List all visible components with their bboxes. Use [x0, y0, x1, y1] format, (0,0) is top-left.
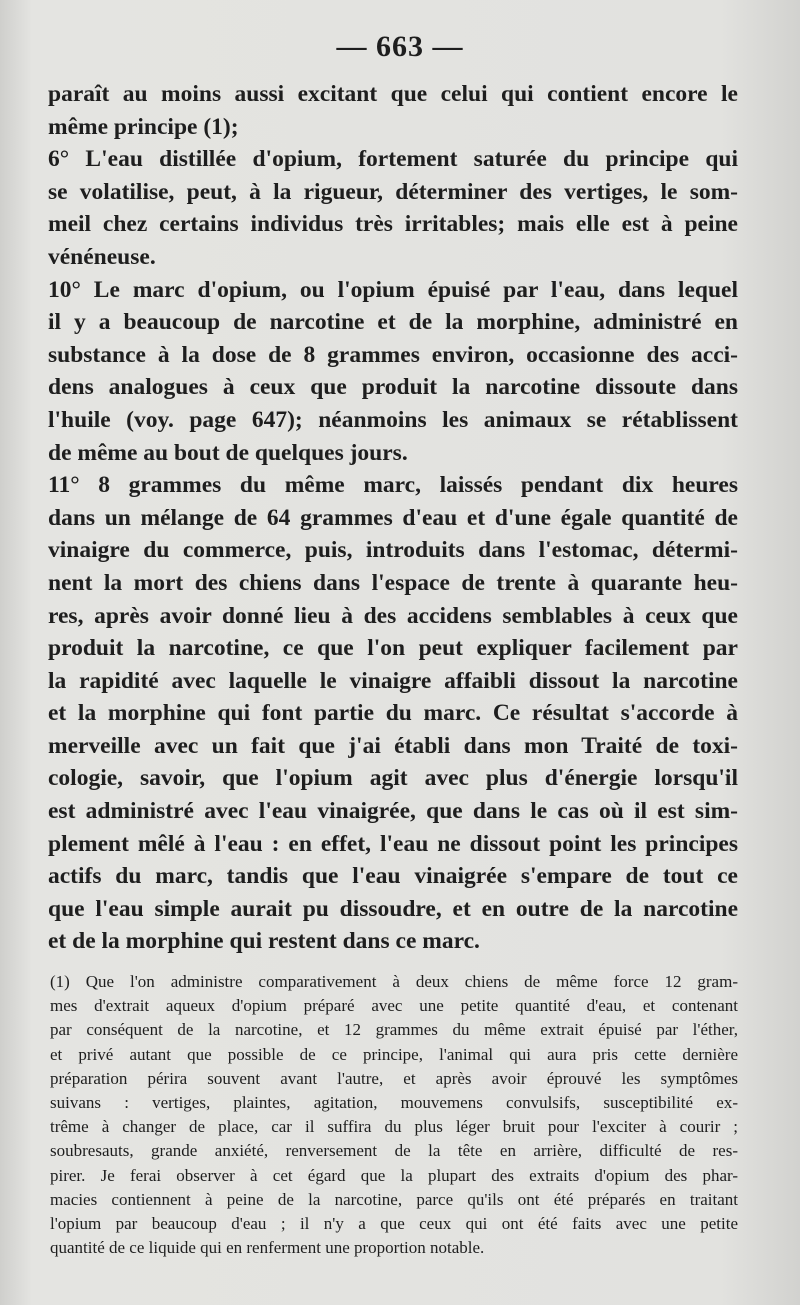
text-line: meil chez certains individus très irritables; mais elle est à peine — [48, 211, 738, 238]
footnote — [50, 970, 738, 1260]
footnote-line: quantité de ce liquide qui en renferment une proportion notable. — [50, 1238, 485, 1258]
text-line: vinaigre du commerce, puis, introduits dans l'estomac, détermi- — [48, 537, 738, 564]
text-line: se volatilise, peut, à la rigueur, déterminer des vertiges, le som- — [48, 178, 738, 205]
footnote-line: et privé autant que possible de ce principe, l'animal qui aura pris cette dernière — [50, 1044, 738, 1064]
text-line: même principe (1); — [48, 113, 239, 140]
text-line: cologie, savoir, que l'opium agit avec plus d'énergie lorsqu'il — [48, 765, 738, 792]
text-line: et la morphine qui font partie du marc. Ce résultat s'accorde à — [48, 700, 738, 727]
text-line: l'huile (voy. page 647); néanmoins les animaux se rétablissent — [48, 406, 738, 433]
text-line: 11° 8 grammes du même marc, laissés pendant dix heures — [48, 472, 738, 499]
text-line: il y a beaucoup de narcotine et de la morphine, administré en — [48, 309, 738, 336]
footnote-line: mes d'extrait aqueux d'opium préparé avec une petite quantité d'eau, et contenant — [50, 996, 738, 1016]
text-line: vénéneuse. — [48, 243, 156, 270]
footnote-line: préparation périra souvent avant l'autre, et après avoir éprouvé les symptômes — [50, 1068, 738, 1088]
text-line: substance à la dose de 8 grammes environ, occasionne des acci- — [48, 341, 738, 368]
footnote-line: trême à changer de place, car il suffira du plus léger bruit pour l'exciter à courir ; — [50, 1117, 738, 1137]
text-line: que l'eau simple aurait pu dissoudre, et en outre de la narcotine — [48, 895, 738, 922]
text-line: plement mêlé à l'eau : en effet, l'eau ne dissout point les principes — [48, 830, 738, 857]
footnote-line: soubresauts, grande anxiété, renversement de la tête en arrière, difficulté de res- — [50, 1141, 738, 1161]
text-line: de même au bout de quelques jours. — [48, 439, 408, 466]
text-line: 6° L'eau distillée d'opium, fortement saturée du principe qui — [48, 146, 738, 173]
text-line: produit la narcotine, ce que l'on peut expliquer facilement par — [48, 635, 738, 662]
text-line: est administré avec l'eau vinaigrée, que dans le cas où il est sim- — [48, 798, 738, 825]
footnote-line: l'opium par beaucoup d'eau ; il n'y a que ceux qui ont été faits avec une petite — [50, 1213, 738, 1233]
text-line: dans un mélange de 64 grammes d'eau et d'une égale quantité de — [48, 504, 738, 531]
text-line: la rapidité avec laquelle le vinaigre affaibli dissout la narcotine — [48, 667, 738, 694]
text-line: merveille avec un fait que j'ai établi dans mon Traité de toxi- — [48, 732, 738, 759]
footnote-line: pirer. Je ferai observer à cet égard que la plupart des extraits d'opium des phar- — [50, 1165, 738, 1185]
text-line: 10° Le marc d'opium, ou l'opium épuisé par l'eau, dans lequel — [48, 276, 738, 303]
footnote-line: par conséquent de la narcotine, et 12 grammes du même extrait épuisé par l'éther, — [50, 1020, 738, 1040]
footnote-line: (1) Que l'on administre comparativement à deux chiens de même force 12 gram- — [50, 972, 738, 991]
text-line: et de la morphine qui restent dans ce marc. — [48, 928, 480, 955]
main-text — [48, 78, 738, 958]
text-line: paraît au moins aussi excitant que celui qui contient encore le — [48, 81, 738, 107]
footnote-line: macies contiennent à peine de la narcotine, parce qu'ils ont été préparés en traitant — [50, 1189, 738, 1209]
text-line: res, après avoir donné lieu à des accidens semblables à ceux que — [48, 602, 738, 629]
text-line: dens analogues à ceux que produit la narcotine dissoute dans — [48, 374, 738, 401]
page-number: — 663 — — [336, 30, 464, 63]
footnote-line: suivans : vertiges, plaintes, agitation, mouvemens convulsifs, susceptibilité ex- — [50, 1092, 738, 1112]
text-line: nent la mort des chiens dans l'espace de trente à quarante heu- — [48, 569, 738, 596]
text-line: actifs du marc, tandis que l'eau vinaigrée s'empare de tout ce — [48, 863, 738, 890]
